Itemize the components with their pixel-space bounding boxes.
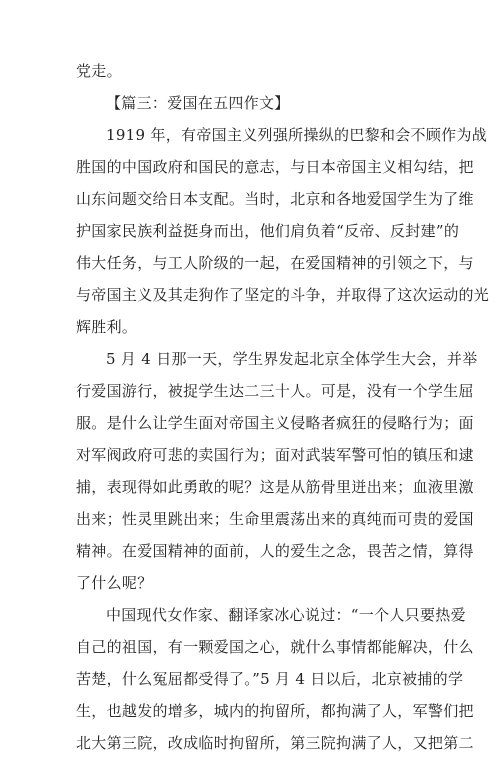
paragraph-2: [76, 343, 478, 599]
text-line: 捕，表现得如此勇敢的呢？这是从筋骨里迸出来；血液里激: [76, 478, 474, 496]
text-line: 1919 年，有帝国主义列强所操纵的巴黎和会不顾作为战: [106, 126, 488, 144]
text-line: 对军阀政府可悲的卖国行为；面对武装军警可怕的镇压和逮: [76, 446, 474, 464]
text-line: 精神。在爱国精神的面前，人的爱生之念，畏苦之情，算得: [76, 542, 474, 560]
text-line: 与帝国主义及其走狗作了坚定的斗争，并取得了这次运动的光: [76, 286, 490, 304]
text-line: 中国现代女作家、翻译家冰心说过：“一个人只要热爱: [106, 606, 466, 624]
text-line: 辉胜利。: [76, 318, 138, 336]
paragraph-3: [76, 599, 474, 759]
text-line: 胜国的中国政府和国民的意志，与日本帝国主义相勾结，把: [76, 158, 474, 176]
section-title-text: 【篇三：爱国在五四作文】: [106, 94, 290, 112]
continuation-text: [76, 55, 428, 87]
text-line: 出来；性灵里跳出来；生命里震荡出来的真纯而可贵的爱国: [76, 510, 474, 528]
text-line: 自己的祖国，有一颗爱国之心，就什么事情都能解决，什么: [76, 638, 474, 656]
text-line: 山东问题交给日本支配。当时，北京和各地爱国学生为了维: [76, 190, 474, 208]
text-line: 行爱国游行，被捉学生达二三十人。可是，没有一个学生屈: [76, 382, 474, 400]
text-line: 党走。: [76, 62, 122, 80]
text-line: 伟大任务，与工人阶级的一起，在爱国精神的引领之下，与: [76, 254, 474, 272]
text-line: 5 月 4 日那一天，学生界发起北京全体学生大会，并举: [106, 350, 478, 368]
paragraph-1: [76, 119, 490, 343]
text-line: 北大第三院，改成临时拘留所，第三院拘满了人，又把第二: [76, 734, 474, 752]
document-body: [76, 55, 490, 759]
text-line: 了什么呢？: [76, 574, 153, 592]
section-title: [76, 87, 428, 119]
text-line: 护国家民族利益挺身而出，他们肩负着“反帝、反封建”的: [76, 222, 460, 240]
text-line: 苦楚，什么冤屈都受得了。”5 月 4 日以后，北京被捕的学: [76, 670, 464, 688]
text-line: 服。是什么让学生面对帝国主义侵略者疯狂的侵略行为；面: [76, 414, 474, 432]
text-line: 生，也越发的增多，城内的拘留所，都拘满了人，军警们把: [76, 702, 474, 720]
